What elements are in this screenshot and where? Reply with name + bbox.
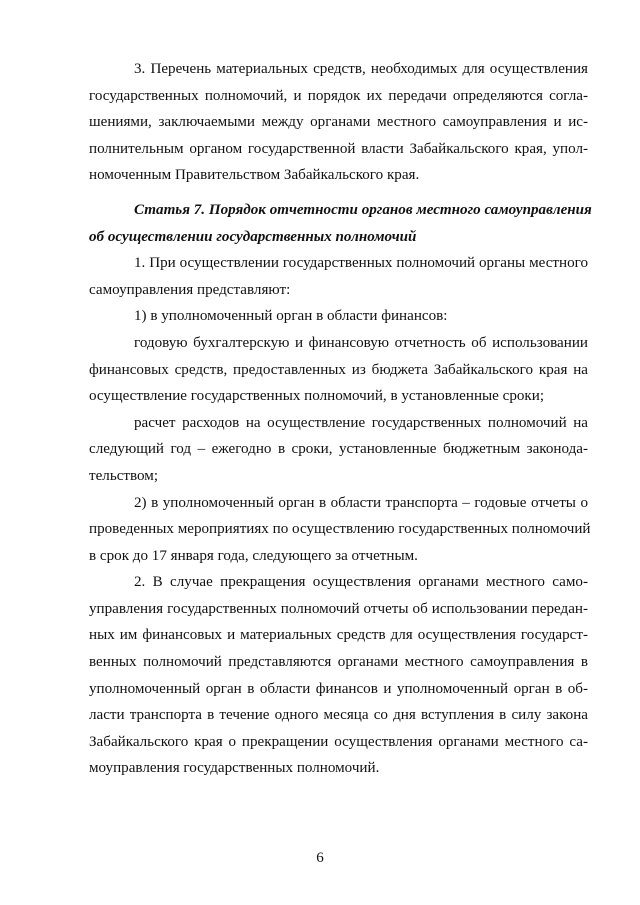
text-line: 1. При осуществлении государственных полномочий органы местного — [134, 255, 588, 272]
text-line: номоченным Правительством Забайкальского края. — [89, 167, 420, 184]
text-line: проведенных мероприятиях по осуществлению государственных полномочий — [89, 521, 591, 538]
paragraph-transport-body — [89, 490, 591, 570]
article-title — [89, 197, 592, 250]
paragraph-expense-calc — [89, 410, 588, 490]
document-body — [89, 56, 592, 782]
paragraph-termination — [89, 569, 588, 782]
text-line: ласти транспорта в течение одного месяца со дня вступления в силу закона — [89, 707, 588, 724]
paragraph-finance-body — [89, 303, 588, 330]
paragraph-materials — [89, 56, 588, 189]
text-line: полнительным органом государственной власти Забайкальского края, упол- — [89, 140, 588, 157]
article-title-line: об осуществлении государственных полномочий — [89, 228, 417, 245]
text-line: тельством; — [89, 467, 159, 484]
text-line: управления государственных полномочий отчеты об использовании передан- — [89, 600, 588, 617]
text-line: следующий год – ежегодно в сроки, установленные бюджетным законода- — [89, 441, 588, 458]
text-line: 2) в уполномоченный орган в области транспорта – годовые отчеты о — [134, 494, 588, 511]
text-line: ных им финансовых и материальных средств для осуществления государст- — [89, 627, 588, 644]
text-line: осуществление государственных полномочий, в установленные сроки; — [89, 388, 545, 405]
text-line: 1) в уполномоченный орган в области финансов: — [134, 308, 448, 325]
text-line: Забайкальского края о прекращении осуществления органами местного са- — [89, 733, 588, 750]
text-line: расчет расходов на осуществление государственных полномочий на — [134, 414, 588, 431]
text-line: финансовых средств, предоставленных из бюджета Забайкальского края на — [89, 361, 588, 378]
text-line: моуправления государственных полномочий. — [89, 760, 380, 777]
page-number: 6 — [316, 850, 324, 866]
paragraph-annual-report — [89, 330, 588, 410]
text-line: годовую бухгалтерскую и финансовую отчетность об использовании — [134, 334, 588, 351]
paragraph-reporting — [89, 250, 588, 303]
text-line: венных полномочий представляются органами местного самоуправления в — [89, 654, 588, 671]
text-line: уполномоченный орган в области финансов и уполномоченный орган в об- — [89, 680, 588, 697]
article-title-line: Статья 7. Порядок отчетности органов местного самоуправления — [134, 201, 592, 218]
text-line: государственных полномочий, и порядок их передачи определяются согла- — [89, 87, 588, 104]
text-line: 3. Перечень материальных средств, необходимых для осуществления — [134, 61, 588, 77]
text-line: самоуправления представляют: — [89, 281, 291, 298]
text-line: в срок до 17 января года, следующего за отчетным. — [89, 547, 418, 564]
text-line: шениями, заключаемыми между органами местного самоуправления и ис- — [89, 114, 588, 131]
text-line: 2. В случае прекращения осуществления органами местного само- — [134, 574, 588, 591]
